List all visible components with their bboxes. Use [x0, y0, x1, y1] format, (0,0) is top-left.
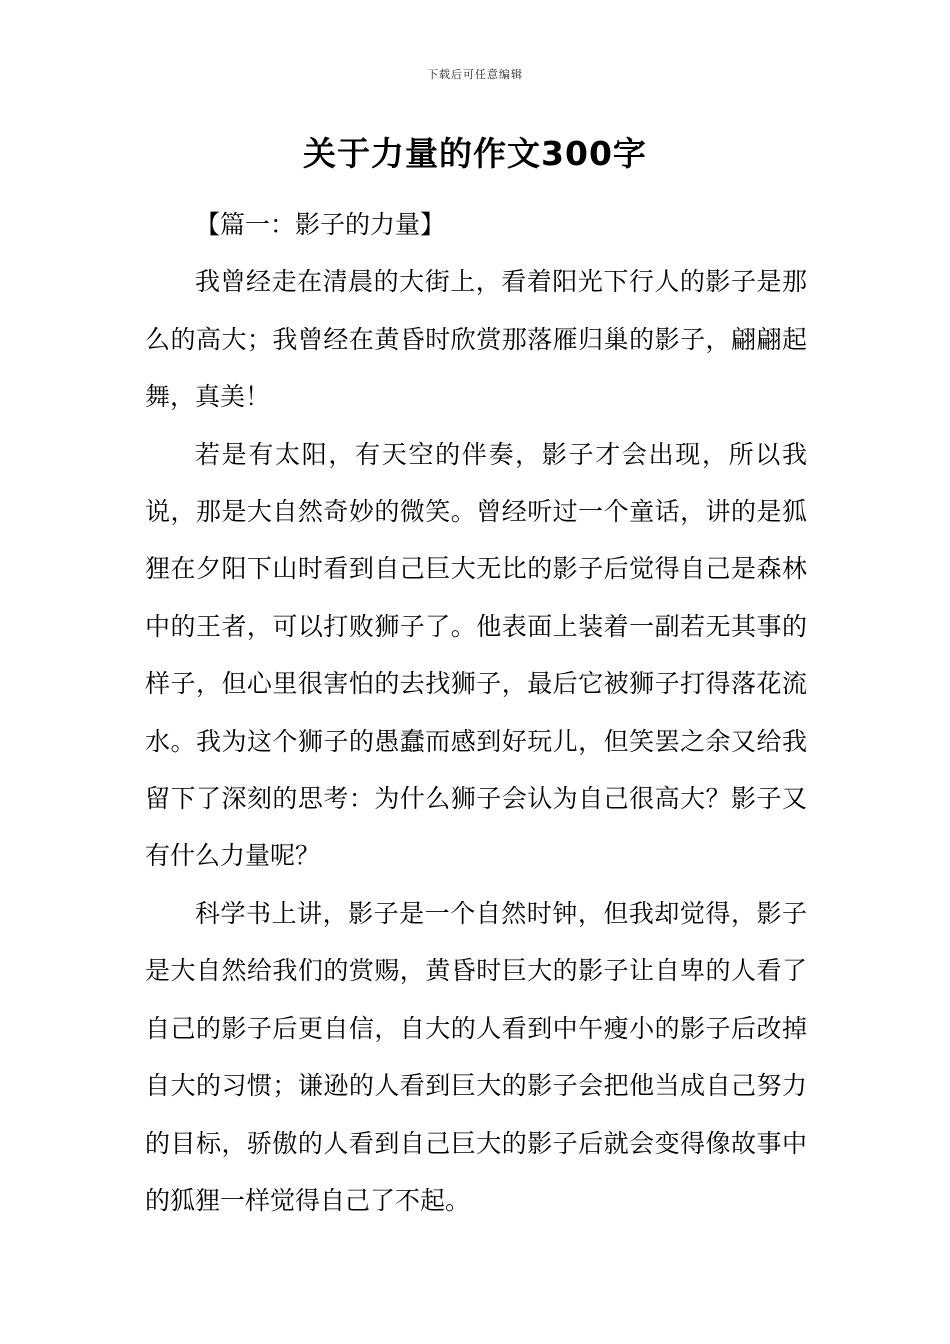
- header-note: 下载后可任意编辑: [427, 68, 523, 81]
- document-body: [145, 196, 807, 1229]
- paragraph-3: 科学书上讲，影子是一个自然时钟，但我却觉得，影子是大自然给我们的赏赐，黄昏时巨大的影子让自卑的人看了自己的影子后更自信，自大的人看到中午瘦小的影子后改掉自大的习惯；谦逊的人看到巨大的影子会把他当成自己努力的目标，骄傲的人看到自己巨大的影子后就会变得像故事中的狐狸一样觉得自己了不起。: [145, 898, 807, 1215]
- paragraph-2: 若是有太阳，有天空的伴奏，影子才会出现，所以我说，那是大自然奇妙的微笑。曾经听过一个童话，讲的是狐狸在夕阳下山时看到自己巨大无比的影子后觉得自己是森林中的王者，可以打败狮子了。他表面上装着一副若无其事的样子，但心里很害怕的去找狮子，最后它被狮子打得落花流水。我为这个狮子的愚蠢而感到好玩儿，但笑罢之余又给我留下了深刻的思考：为什么狮子会认为自己很高大？影子又有什么力量呢？: [145, 439, 807, 871]
- section-heading: 【篇一：影子的力量】: [195, 210, 446, 239]
- document-title: 关于力量的作文300字: [303, 134, 647, 173]
- paragraph-1: 我曾经走在清晨的大街上，看着阳光下行人的影子是那么的高大；我曾经在黄昏时欣赏那落雁归巢的影子，翩翩起舞，真美！: [145, 267, 807, 412]
